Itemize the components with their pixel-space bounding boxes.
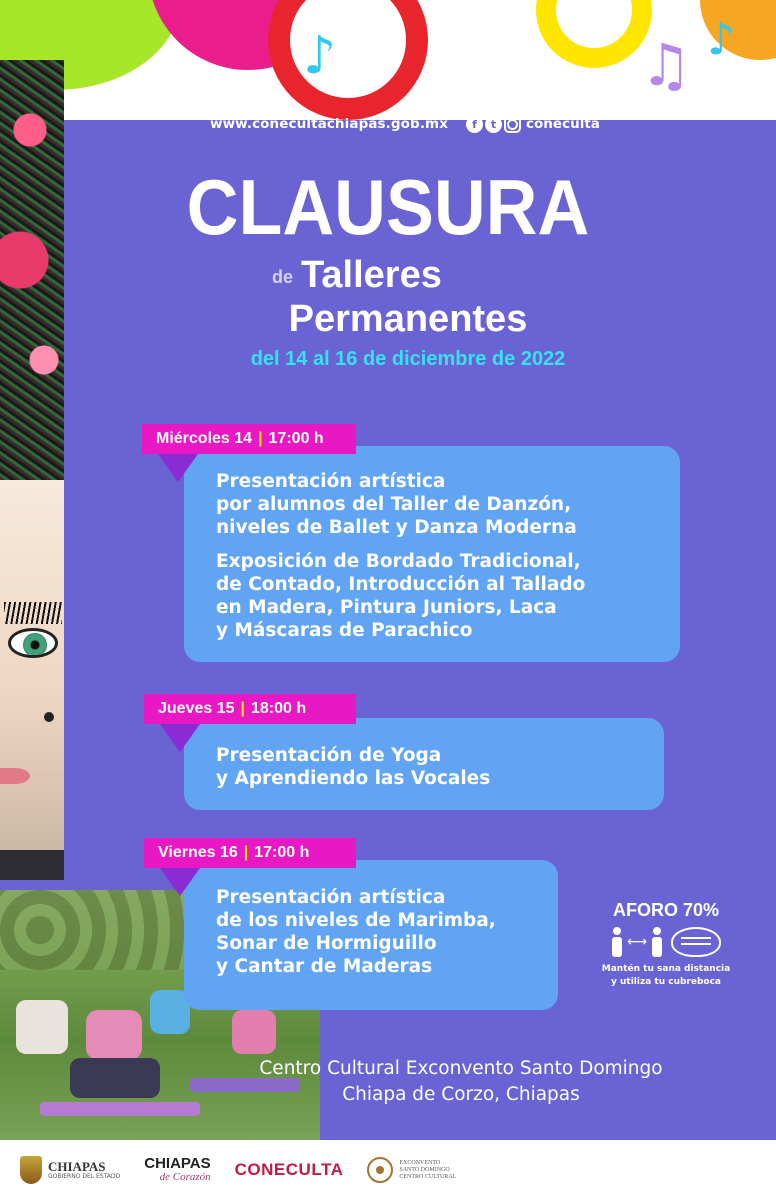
yoga-person-legs [70, 1058, 160, 1098]
logo-exconvento [367, 1157, 456, 1183]
logo-chiapas-corazon [144, 1157, 210, 1183]
tag-pointer [160, 724, 200, 752]
schedule-description: Exposición de Bordado Tradicional, de Contado, Introducción al Tallado en Madera, Pintura Juniors, Laca y Máscaras de Parachico [216, 551, 586, 641]
schedule-tag-day-1 [142, 424, 356, 454]
distance-arrow-icon: ⟷ [626, 934, 648, 950]
capacity-notice [596, 900, 736, 989]
yoga-mat [40, 1102, 200, 1116]
mask-eyelash [4, 602, 62, 624]
tag-pointer [160, 868, 200, 896]
social-icons [466, 116, 521, 133]
tag-pointer [158, 454, 198, 482]
logo-text: CONECULTA [234, 1160, 344, 1179]
schedule-tag-day-2 [144, 694, 356, 724]
contact-row [210, 112, 630, 136]
music-note-icon: ♪ [707, 14, 736, 65]
schedule-description: Presentación de Yoga y Aprendiendo las Vocales [216, 745, 491, 789]
sponsor-logos [0, 1140, 496, 1200]
photo-divider [0, 850, 64, 880]
website-link[interactable]: www.conecultachiapas.gob.mx [210, 116, 449, 132]
schedule-description: Presentación artística por alumnos del Taller de Danzón, niveles de Ballet y Danza Moderna [216, 471, 577, 538]
main-title: CLAUSURA [186, 163, 590, 251]
yoga-person [86, 1010, 142, 1060]
capacity-title: AFORO 70% [612, 900, 720, 920]
twitter-icon[interactable]: t [485, 116, 502, 133]
person-icon [611, 927, 623, 957]
schedule-time: 17:00 h [254, 844, 310, 861]
subtitle-prefix: de [272, 267, 294, 287]
schedule-tag-day-3 [144, 838, 356, 868]
logo-chiapas-gobierno [20, 1156, 120, 1184]
coat-of-arms-icon [20, 1156, 42, 1184]
schedule-time: 17:00 h [268, 430, 324, 447]
subtitle-permanentes: Permanentes [288, 298, 528, 340]
mask-iris [23, 633, 47, 657]
logo-subtext: GOBIERNO DEL ESTADO [48, 1173, 121, 1180]
schedule-day: Viernes 16 [158, 844, 238, 861]
parachico-mask-photo [0, 480, 64, 870]
schedule-time: 18:00 h [251, 700, 307, 717]
separator: | [240, 700, 245, 717]
mask-mole [44, 712, 54, 722]
logo-subtext: de Corazón [159, 1171, 211, 1183]
separator: | [258, 430, 263, 447]
subtitle-line-1 [272, 256, 442, 294]
embroidery-photo [0, 60, 64, 480]
facebook-icon[interactable]: f [466, 116, 483, 133]
schedule-day: Miércoles 14 [156, 430, 253, 447]
music-note-icon: ♫ [640, 31, 692, 99]
capacity-note: Mantén tu sana distancia y utiliza tu cubreboca [601, 964, 731, 987]
instagram-icon[interactable] [504, 116, 521, 133]
venue-address: Centro Cultural Exconvento Santo Domingo Chiapa de Corzo, Chiapas [259, 1058, 663, 1105]
distance-icons [596, 927, 736, 957]
face-mask-icon [671, 927, 721, 957]
mask-lip [0, 768, 30, 784]
subtitle-talleres: Talleres [301, 254, 442, 296]
music-note-icon: ♪ [303, 26, 337, 86]
schedule-day: Jueves 15 [158, 700, 235, 717]
social-handle[interactable]: coneculta [526, 116, 600, 132]
logo-text: EXCONVENTO SANTO DOMINGO CENTRO CULTURAL [399, 1159, 457, 1180]
seal-icon [367, 1157, 393, 1183]
schedule-description: Presentación artística de los niveles de Marimba, Sonar de Hormiguillo y Cantar de Maderas [216, 887, 496, 977]
event-dates: del 14 al 16 de diciembre de 2022 [250, 348, 566, 370]
logo-text: CHIAPAS [48, 1159, 106, 1174]
yoga-person [16, 1000, 68, 1054]
mask-eye [8, 628, 58, 658]
logo-text: CHIAPAS [144, 1155, 211, 1172]
person-icon [651, 927, 663, 957]
logo-coneculta [235, 1160, 344, 1180]
separator: | [243, 844, 249, 861]
yoga-person [232, 1010, 276, 1054]
